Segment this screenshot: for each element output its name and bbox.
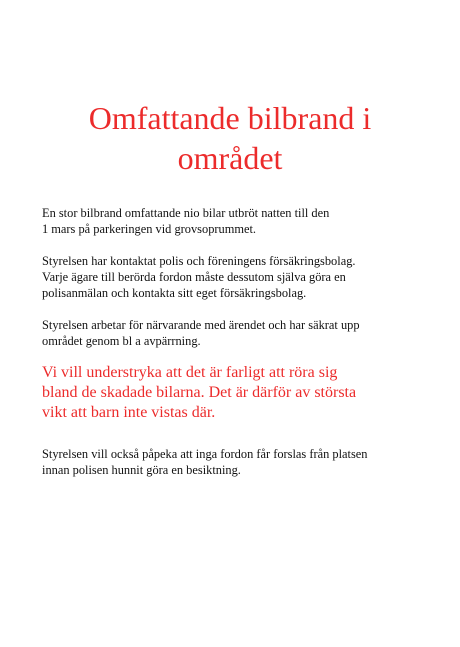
paragraph-incident: En stor bilbrand omfattande nio bilar utbröt natten till den 1 mars på parkeringen vid grovsoprummet. bbox=[42, 206, 330, 236]
paragraph-insurance: Styrelsen har kontaktat polis och föreningens försäkringsbolag. Varje ägare till berörda fordon måste dessutom själva göra en polisanmälan och kontakta sitt eget försäkringsbolag. bbox=[42, 254, 356, 300]
paragraph-board-action: Styrelsen arbetar för närvarande med ärendet och har säkrat upp området genom bl a avpärrning. bbox=[42, 318, 360, 348]
paragraph-closing: Styrelsen vill också påpeka att inga fordon får forslas från platsen innan polisen hunnit göra en besiktning. bbox=[42, 447, 368, 477]
warning-notice: Vi vill understryka att det är farligt att röra sig bland de skadade bilarna. Det är därför av största vikt att barn inte vistas där. bbox=[42, 364, 357, 421]
page-title: Omfattande bilbrand i området bbox=[88, 100, 372, 176]
